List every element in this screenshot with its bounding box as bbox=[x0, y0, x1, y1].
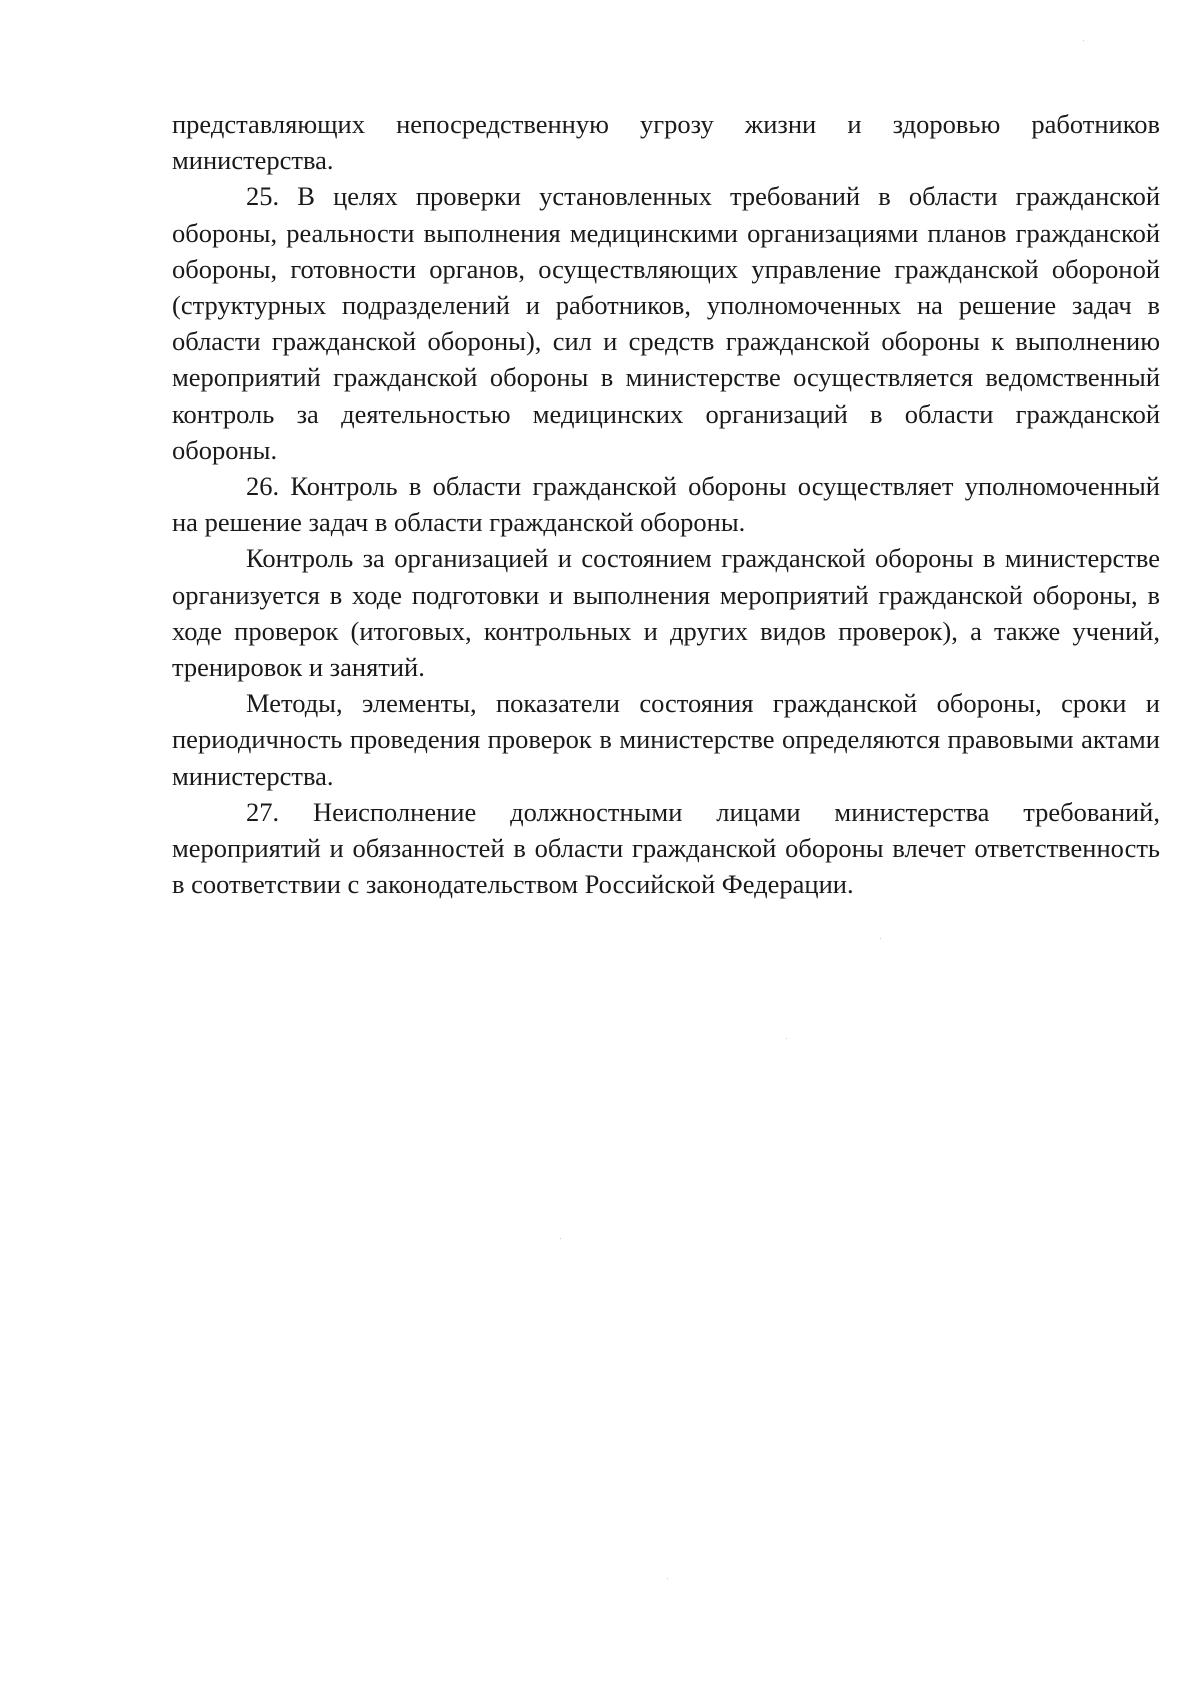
paragraph-control-organization: Контроль за организацией и состоянием гражданской обороны в министерстве организуется в ходе подготовки и выполнения мероприятий гражданской обороны, в ходе проверок (итоговых, контрольных и других видов проверок), а также учений, тренировок и занятий. bbox=[172, 543, 1160, 683]
paragraph-continuation: представляющих непосредственную угрозу жизни и здоровью работников министерства. bbox=[172, 109, 1160, 176]
scan-speck bbox=[786, 1038, 787, 1039]
paragraph-27: 27. Неисполнение должностными лицами министерства требований, мероприятий и обязанностей в области гражданской обороны влечет ответственность в соответствии с законодательством Российской Федерации. bbox=[172, 796, 1160, 900]
paragraph-methods: Методы, элементы, показатели состояния гражданской обороны, сроки и периодичность проведения проверок в министерстве определяются правовыми актами министерства. bbox=[172, 688, 1160, 791]
paragraph-25: 25. В целях проверки установленных требований в области гражданской обороны, реальности выполнения медицинскими организациями планов гражданской обороны, готовности органов, осуществляющих управление гражданской обороной (структурных подразделений и работников, уполномоченных на решение задач в области гражданской обороны), сил и средств гражданской обороны к выполнению мероприятий гражданской обороны в министерстве осуществляется ведомственный контроль за деятельностью медицинских организаций в области гражданской обороны. bbox=[172, 181, 1160, 465]
scan-speck bbox=[1083, 40, 1084, 41]
scan-speck bbox=[880, 938, 881, 939]
scan-speck bbox=[560, 1238, 561, 1239]
scan-speck bbox=[667, 1578, 668, 1579]
paragraph-26: 26. Контроль в области гражданской обороны осуществляет уполномоченный на решение задач в области гражданской обороны. bbox=[172, 471, 1160, 538]
document-body bbox=[172, 106, 1160, 902]
